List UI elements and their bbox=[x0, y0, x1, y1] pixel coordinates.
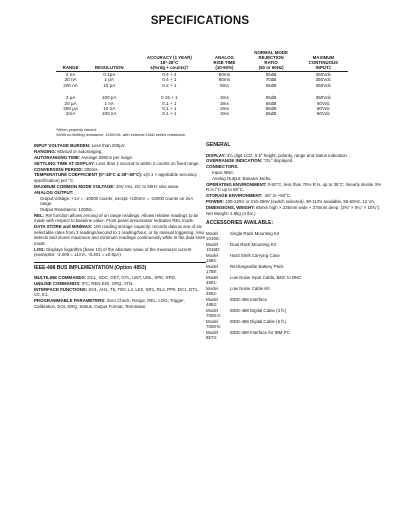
spec-label: INPUT VOLTAGE BURDEN: bbox=[34, 143, 91, 148]
spec-text: SH1, AH1, T6, TE0, L4, LE0, SR1, RL2, PP0, DC1, DT1, C0, E1. bbox=[34, 286, 199, 298]
ieee-section-title: IEEE-488 BUS IMPLEMENTATION (Option 4853) bbox=[34, 264, 147, 271]
spec-item bbox=[34, 167, 206, 173]
accessory-description: Single Rack Mounting Kit bbox=[230, 230, 280, 236]
spec-text: 300ms. bbox=[83, 166, 99, 172]
column-header: NORMAL MODE REJECTION RATIO (50 or 60Hz) bbox=[243, 50, 298, 72]
accessory-row bbox=[206, 264, 381, 275]
table-footnotes bbox=[56, 128, 316, 137]
spec-item bbox=[206, 193, 381, 199]
table-cell: 0.1 + 1 bbox=[162, 111, 177, 117]
table-cell: 50Vdc bbox=[316, 111, 330, 117]
spec-text: Zero Check, Range, REL, LOG, Trigger, Calibration, EOI, SRQ, Status, Output Format, Terminator. bbox=[34, 298, 185, 309]
section-divider bbox=[34, 262, 206, 263]
table-cell: 0.1 + 1 bbox=[162, 106, 177, 112]
spec-label: STORAGE ENVIRONMENT: bbox=[206, 193, 263, 199]
table-cell: 0.1pA bbox=[103, 72, 116, 77]
accessory-model: Model 1019D: bbox=[206, 241, 221, 253]
spec-text: Manual or autoranging. bbox=[56, 148, 103, 154]
table-cell: 0.15 + 1 bbox=[160, 95, 178, 101]
table-cell: 200 µA bbox=[63, 106, 78, 112]
spec-label: DATA STORE and MIN/MAX: bbox=[34, 224, 93, 230]
table-cell: 0.4 + 4 bbox=[162, 72, 177, 77]
table-cell: 1 pA bbox=[104, 77, 114, 83]
accessories-list bbox=[206, 231, 381, 341]
spec-text: Less than 1 second to within 2 counts on fixed range. bbox=[94, 160, 200, 166]
spec-label: RANGING: bbox=[34, 148, 57, 154]
spec-label: DISPLAY: bbox=[206, 152, 226, 158]
ieee-specs bbox=[34, 275, 206, 309]
accessory-model: Model 7008-6: bbox=[206, 318, 221, 330]
table-cell: 2 µA bbox=[65, 95, 76, 101]
table-cell: 50Vdc bbox=[316, 106, 330, 112]
table-cell: 350Vdc bbox=[315, 72, 332, 77]
spec-item bbox=[206, 153, 381, 159]
spec-label: POWER: bbox=[206, 199, 225, 205]
accessory-model: Model 1758: bbox=[206, 263, 218, 275]
table-cell: 55dB bbox=[265, 72, 277, 77]
accessory-model: Model 4853: bbox=[206, 296, 218, 308]
table-cell: 80ms bbox=[218, 72, 231, 77]
spec-label: MAXIMUM COMMON MODE VOLTAGE: bbox=[34, 183, 115, 189]
gap-cell bbox=[56, 88, 348, 95]
spec-item bbox=[206, 182, 381, 193]
spec-label: OPERATING ENVIRONMENT: bbox=[206, 181, 267, 187]
accessory-row bbox=[206, 297, 381, 308]
spec-item bbox=[34, 281, 206, 287]
table-cell: 3ms bbox=[220, 111, 229, 117]
accessory-description: Hard Shell Carrying Case bbox=[230, 252, 280, 258]
general-specs bbox=[206, 153, 381, 217]
table-cell: 10 pA bbox=[103, 82, 116, 88]
table-cell: 80ms bbox=[218, 77, 231, 83]
column-header: MAXIMUM CONTINUOUS INPUT‡ bbox=[299, 50, 348, 72]
spec-text: Analog Output: Banana Jacks. bbox=[212, 176, 272, 182]
table-cell: 350Vdc bbox=[315, 82, 332, 88]
input-specs bbox=[34, 143, 206, 258]
accessory-row bbox=[206, 330, 381, 341]
accessory-row bbox=[206, 308, 381, 319]
table-cell: 2mA bbox=[65, 111, 76, 117]
accessory-model: Model 1684: bbox=[206, 252, 218, 264]
group-gap bbox=[56, 88, 348, 95]
table-cell: 100 nA bbox=[101, 111, 117, 117]
spec-text: 30V rms, DC to 60Hz sine wave. bbox=[114, 183, 180, 189]
table-body bbox=[56, 72, 348, 117]
table-cell: 350Vdc bbox=[315, 77, 332, 83]
footnote: *When properly zeroed. bbox=[56, 127, 97, 132]
table-cell: 100 pA bbox=[101, 95, 117, 101]
spec-text: Output Voltage: +1V = -10000 counts, except +100mV = -10000 counts on 2nA range. bbox=[40, 195, 194, 207]
spec-label: DIMENSIONS, WEIGHT: bbox=[206, 205, 255, 211]
accessories-title: ACCESSORIES AVAILABLE: bbox=[206, 220, 274, 227]
spec-item bbox=[34, 161, 206, 167]
table-cell: 3ms bbox=[220, 95, 229, 101]
table-cell: 10 nA bbox=[103, 106, 116, 112]
accessory-description: IEEE-488 Digital Cable (6 ft.) bbox=[230, 318, 287, 324]
accessory-row bbox=[206, 231, 381, 242]
table-cell: 200 nA bbox=[63, 82, 78, 88]
accessory-description: Dual Rack Mounting Kit bbox=[230, 241, 276, 247]
spec-item bbox=[34, 224, 206, 246]
footnote: ‡With no limiting resistance. 1000V/A, with external 10kΩ series resistance. bbox=[56, 131, 187, 137]
accessory-row bbox=[206, 242, 381, 253]
table-cell: 0.1 + 1 bbox=[162, 100, 177, 106]
spec-label: INTERFACE FUNCTIONS: bbox=[34, 286, 88, 292]
general-section-title: GENERAL bbox=[206, 142, 231, 148]
spec-label: LOG: bbox=[34, 246, 45, 252]
table-cell: 55dB bbox=[265, 95, 277, 101]
accessory-description: IEEE-488 Interface bbox=[230, 296, 268, 302]
spec-text: DCL, SDC, GET, GTL, UNT, UNL, SPE, SPD. bbox=[86, 275, 176, 281]
column-header: ACCURACY (1 YEAR) 18°-28°C ±(%rdg + counts)† bbox=[133, 50, 205, 72]
spec-label: UNILINE COMMANDS: bbox=[34, 281, 81, 287]
spec-item bbox=[34, 184, 206, 190]
table-cell: 55dB bbox=[265, 106, 277, 112]
column-header: RANGE bbox=[56, 50, 85, 72]
specs-table bbox=[56, 50, 348, 117]
accessory-description: IEEE-488 Interface for IBM PC bbox=[230, 329, 290, 335]
spec-item bbox=[206, 164, 381, 170]
spec-text: 0-50°C, less than 70% R.H. up to 35°C; linearly derate 3% R.H./°C up to 50°C. bbox=[206, 181, 381, 193]
spec-label: OVERRANGE INDICATION: bbox=[206, 158, 263, 164]
spec-item bbox=[34, 298, 206, 309]
table-cell: 70dB bbox=[265, 77, 277, 83]
spec-text: Input: BNC. bbox=[212, 170, 235, 176]
spec-text: IFC, REN EOI, SRQ, ATN. bbox=[80, 281, 134, 287]
spec-item bbox=[34, 143, 206, 149]
table-cell: 20 nA bbox=[64, 77, 77, 83]
column-header: ANALOG RISE TIME (10-90%) bbox=[205, 50, 243, 72]
accessory-description: IEEE-488 Digital Cable (3 ft.) bbox=[230, 307, 287, 313]
spec-item bbox=[34, 172, 206, 183]
table-cell: 0.4 + 1 bbox=[162, 77, 177, 83]
table-cell: 50Vdc bbox=[316, 100, 330, 106]
table-row bbox=[56, 111, 348, 116]
spec-text: ±(0.1 × applicable accuracy specification) per °C. bbox=[34, 172, 197, 183]
spec-item bbox=[34, 247, 206, 258]
table-cell: 55dB bbox=[265, 82, 277, 88]
table-cell: 350Vdc bbox=[315, 95, 332, 101]
spec-item bbox=[34, 149, 206, 155]
table-cell: 2 nA bbox=[65, 72, 76, 77]
spec-text: -25° to +60°C. bbox=[262, 193, 292, 199]
spec-text: 100 reading storage capacity; records data at one of six selectable rates from 3 readings/second to 1 reading/hour, or by manual triggering. Also detects and stores maximum and minimum readings continuously while in the data store mode. bbox=[34, 224, 206, 246]
table-header-row bbox=[56, 50, 348, 72]
spec-item bbox=[34, 275, 206, 281]
spec-item bbox=[206, 199, 381, 205]
left-column bbox=[34, 143, 206, 310]
spec-text: Average 250ms per range. bbox=[80, 154, 134, 160]
accessory-description: Rechargeable Battery Pack bbox=[230, 263, 284, 269]
spec-text: Displays logarithm (base 10) of the absolute value of the measured current (examples: -2.000 = ±1mA, -8.301 = ±0.5pA). bbox=[34, 246, 192, 258]
spec-text: 105-125V or 210-250V (switch selected), 90-110V available, 50-60Hz, 12 VA. bbox=[224, 199, 376, 205]
table-cell: 20 µA bbox=[64, 100, 77, 106]
spec-item bbox=[34, 190, 206, 196]
spec-text: Less than 200µV. bbox=[90, 143, 126, 148]
spec-label: REL: bbox=[34, 212, 45, 218]
right-column bbox=[206, 143, 381, 341]
accessory-model: Model 8573: bbox=[206, 329, 218, 341]
table-cell: 1 nA bbox=[104, 100, 114, 106]
table-cell: 8ms bbox=[220, 82, 229, 88]
spec-text: 4½ digit LCD, 0.5" height; polarity, range and status indication. bbox=[225, 152, 349, 158]
spec-label: AUTORANGING TIME: bbox=[34, 154, 81, 160]
spec-item bbox=[34, 213, 206, 224]
accessory-model: Model 1019S: bbox=[206, 230, 220, 242]
spec-item bbox=[206, 176, 381, 182]
accessory-row bbox=[206, 275, 381, 286]
spec-label: MULTILINE COMMANDS: bbox=[34, 275, 87, 281]
spec-label: CONVERSION PERIOD: bbox=[34, 166, 84, 172]
accessory-description: Low Noise Input Cable, BNC to BNC bbox=[230, 274, 302, 280]
spec-item bbox=[34, 287, 206, 298]
spec-item bbox=[206, 205, 381, 216]
spec-item bbox=[34, 196, 206, 207]
table-cell: 0.2 + 1 bbox=[162, 82, 177, 88]
spec-label: TEMPERATURE COEFFICIENT (0°-18°C & 28°-50°C): bbox=[34, 172, 143, 178]
accessory-row bbox=[206, 319, 381, 330]
accessory-model: Model 4801: bbox=[206, 274, 218, 286]
table-cell: 55dB bbox=[265, 111, 277, 117]
spec-text: "OL" displayed. bbox=[262, 158, 294, 164]
page-title: SPECIFICATIONS bbox=[150, 15, 250, 27]
accessory-row bbox=[206, 286, 381, 297]
spec-item bbox=[206, 158, 381, 164]
spec-text: 85mm high × 235mm wide × 275mm deep. (3⅜" × 9¼" × 10¾"). Net Weight: 1.8kg (4 lbs.) bbox=[206, 205, 381, 216]
spec-label: PROGRAMMABLE PARAMETERS: bbox=[34, 298, 106, 304]
column-header: RESOLUTION bbox=[85, 50, 133, 72]
spec-item bbox=[34, 155, 206, 161]
spec-item bbox=[206, 170, 381, 176]
spec-text: Rel function allows zeroing of on range readings. Allows relative readings to be made with respect to baseline value. Front panel annunciator indicates REL mode. bbox=[34, 212, 199, 224]
table-cell: 3ms bbox=[220, 106, 229, 112]
spec-label: ANALOG OUTPUT: bbox=[34, 189, 74, 195]
spec-label: CONNECTORS: bbox=[206, 164, 239, 170]
table-cell: 55dB bbox=[265, 100, 277, 106]
spec-item bbox=[34, 207, 206, 213]
table-cell: 3ms bbox=[220, 100, 229, 106]
accessory-model: Model 4802: bbox=[206, 285, 218, 297]
accessory-row bbox=[206, 253, 381, 264]
spec-text: Output Resistance: 1000Ω. bbox=[40, 207, 93, 213]
accessory-model: Model 7008-3: bbox=[206, 307, 221, 319]
accessory-description: Low Noise Cable Kit bbox=[230, 285, 270, 291]
spec-label: SETTLING TIME AT DISPLAY: bbox=[34, 160, 95, 166]
